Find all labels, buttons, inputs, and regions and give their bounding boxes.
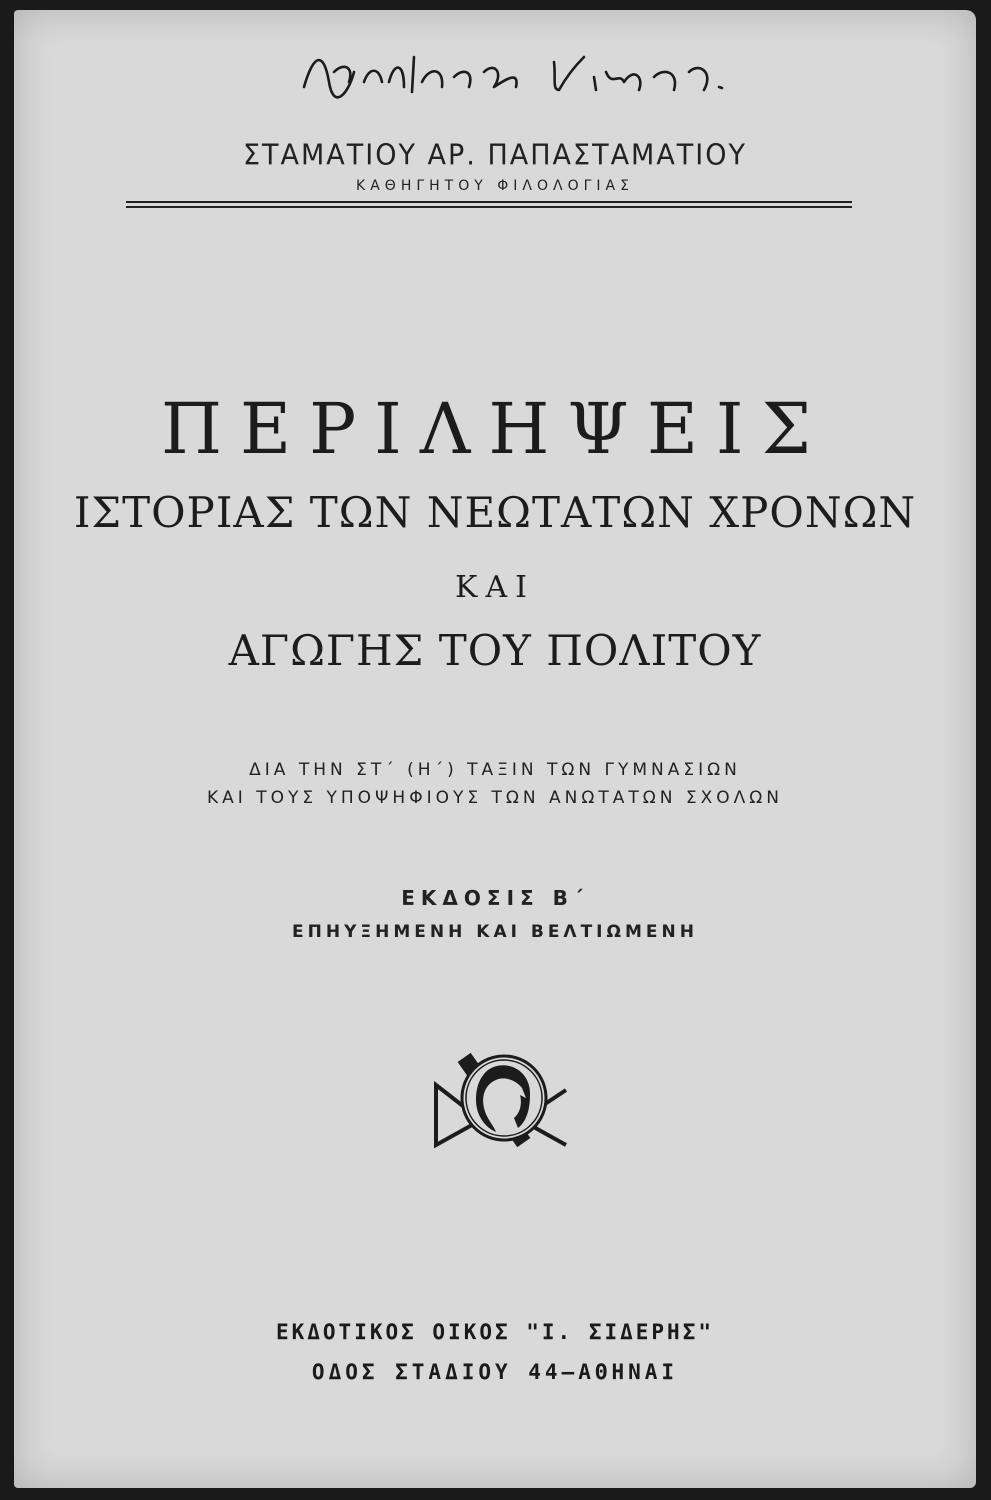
audience-line2: ΚΑΙ ΤΟΥΣ ΥΠΟΨΗΦΙΟΥΣ ΤΩΝ ΑΝΩΤΑΤΩΝ ΣΧΟΛΩΝ (207, 788, 783, 808)
author-title: ΚΑΘΗΓΗΤΟΥ ΦΙΛΟΛΟΓΙΑΣ (356, 178, 634, 194)
edition-description: ΕΠΗΥΞΗΜΕΝΗ ΚΑΙ ΒΕΛΤΙΩΜΕΝΗ (292, 922, 698, 942)
divider-rule (126, 206, 852, 208)
audience-line1: ΔΙΑ ΤΗΝ ΣΤ΄ (Η΄) ΤΑΞΙΝ ΤΩΝ ΓΥΜΝΑΣΙΩΝ (249, 760, 741, 780)
book-title: ΠΕΡΙΛΗΨΕΙΣ (160, 388, 830, 470)
publisher-name: ΕΚΔΟΤΙΚΟΣ ΟΙΚΟΣ "Ι. ΣΙΔΕΡΗΣ" (275, 1320, 714, 1344)
edition-number: ΕΚΔΟΣΙΣ Β΄ (401, 886, 589, 910)
author-name: ΣΤΑΜΑΤΙΟΥ ΑΡ. ΠΑΠΑΣΤΑΜΑΤΙΟΥ (242, 139, 748, 172)
book-subtitle-line3: ΑΓΩΓΗΣ ΤΟΥ ΠΟΛΙΤΟΥ (228, 626, 762, 675)
handwritten-signature (294, 32, 744, 112)
book-subtitle-line1: ΙΣΤΟΡΙΑΣ ΤΩΝ ΝΕΩΤΑΤΩΝ ΧΡΟΝΩΝ (73, 488, 917, 537)
book-subtitle-line2: ΚΑΙ (455, 570, 535, 605)
book-cover (14, 10, 976, 1488)
divider-rule (126, 201, 852, 203)
publisher-emblem-icon (426, 1040, 576, 1160)
publisher-address: ΟΔΟΣ ΣΤΑΔΙΟΥ 44—ΑΘΗΝΑΙ (311, 1360, 679, 1384)
